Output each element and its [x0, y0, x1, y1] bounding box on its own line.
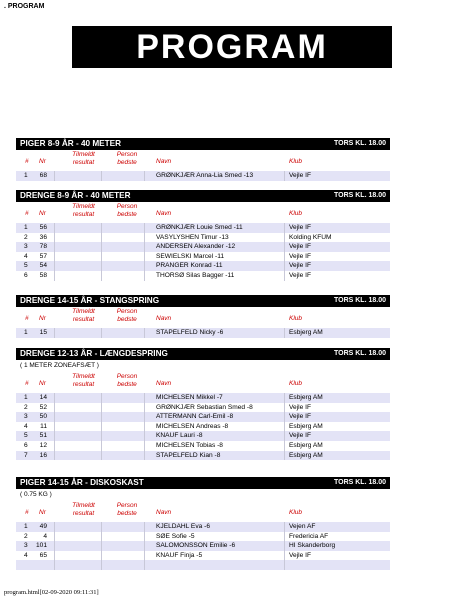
column-divider [101, 522, 102, 532]
column-divider [101, 551, 102, 561]
column-divider [54, 532, 55, 542]
row-nr: 68 [39, 172, 47, 179]
column-divider [284, 171, 285, 181]
row-nr: 15 [39, 329, 47, 336]
row-club: Vejle IF [289, 172, 311, 179]
column-divider [144, 171, 145, 181]
row-nr: 16 [39, 451, 47, 459]
column-divider [144, 328, 145, 338]
event-time: TORS KL. 18.00 [333, 140, 386, 147]
column-divider [101, 532, 102, 542]
column-divider [144, 441, 145, 451]
row-index: 2 [24, 532, 28, 540]
row-nr: 57 [39, 252, 47, 260]
row-index: 2 [24, 403, 28, 411]
row-name: MICHELSEN Andreas -8 [156, 422, 229, 430]
event-section [16, 190, 390, 281]
column-divider [284, 532, 285, 542]
column-divider [144, 422, 145, 432]
table-row [16, 431, 390, 441]
row-club: Vejle IF [289, 252, 311, 260]
column-divider [54, 422, 55, 432]
event-title: PIGER 8-9 ÅR - 40 METER TORS KL. 18.00 [16, 138, 390, 150]
row-club: Vejle IF [289, 432, 311, 440]
column-divider [101, 393, 102, 403]
column-divider [284, 422, 285, 432]
header-navn: Navn [156, 509, 172, 516]
row-nr: 4 [43, 532, 47, 540]
column-divider [144, 242, 145, 252]
column-divider [54, 441, 55, 451]
row-index: 2 [24, 233, 28, 241]
table-row [16, 271, 390, 281]
row-club: Esbjerg AM [289, 441, 323, 449]
header-person: Person bedste [116, 203, 138, 218]
column-divider [284, 252, 285, 262]
column-divider [54, 431, 55, 441]
row-name: STAPELFELD Nicky -6 [156, 329, 224, 336]
column-divider [101, 431, 102, 441]
table-row [16, 403, 390, 413]
row-name: MICHELSEN Mikkel -7 [156, 394, 223, 401]
row-club: HI Skanderborg [289, 542, 336, 550]
event-time: TORS KL. 18.00 [333, 192, 386, 199]
column-divider [284, 522, 285, 532]
row-name: KJELDAHL Eva -6 [156, 523, 210, 530]
row-index: 4 [24, 422, 28, 430]
row-name: KNAUF Finja -5 [156, 551, 203, 559]
header-index: # [25, 210, 29, 217]
row-name: GRØNKJÆR Louie Smed -11 [156, 224, 243, 231]
column-divider [101, 223, 102, 233]
header-nr: Nr [39, 509, 46, 516]
column-divider [54, 412, 55, 422]
column-divider [101, 171, 102, 181]
column-divider [284, 403, 285, 413]
header-navn: Navn [156, 210, 172, 217]
row-index: 1 [24, 224, 28, 231]
column-divider [54, 522, 55, 532]
header-navn: Navn [156, 380, 172, 387]
row-index: 1 [24, 394, 28, 401]
row-index: 5 [24, 432, 28, 440]
row-name: GRØNKJÆR Sebastian Smed -8 [156, 403, 253, 411]
row-nr: 14 [39, 394, 47, 401]
column-divider [144, 541, 145, 551]
row-nr: 78 [39, 243, 47, 251]
column-divider [284, 541, 285, 551]
row-club: Vejen AF [289, 523, 316, 530]
column-divider [101, 242, 102, 252]
row-club: Esbjerg AM [289, 451, 323, 459]
row-club: Vejle IF [289, 262, 311, 270]
column-divider [144, 431, 145, 441]
row-index: 1 [24, 523, 28, 530]
row-index: 5 [24, 262, 28, 270]
column-divider [144, 393, 145, 403]
row-index: 4 [24, 252, 28, 260]
row-index: 1 [24, 329, 28, 336]
column-divider [54, 252, 55, 262]
table-row [16, 541, 390, 551]
row-nr: 52 [39, 403, 47, 411]
row-club: Fredericia AF [289, 532, 329, 540]
header-person: Person bedste [116, 151, 138, 166]
column-divider [284, 551, 285, 561]
header-nr: Nr [39, 380, 46, 387]
row-club: Vejle IF [289, 403, 311, 411]
header-klub: Klub [289, 509, 303, 516]
row-nr: 50 [39, 413, 47, 421]
column-headers [16, 150, 390, 171]
row-name: VASYLYSHEN Timur -13 [156, 233, 229, 241]
table-row [16, 451, 390, 461]
table-row [16, 422, 390, 432]
column-headers [16, 501, 390, 522]
header-nr: Nr [39, 315, 46, 322]
row-index: 7 [24, 451, 28, 459]
table-row [16, 441, 390, 451]
event-section [16, 295, 390, 338]
row-name: SØE Sofie -5 [156, 532, 195, 540]
table-row [16, 532, 390, 542]
column-headers [16, 307, 390, 328]
header-klub: Klub [289, 315, 303, 322]
row-club: Vejle IF [289, 224, 311, 231]
header-tilmeldt: Tilmeldt resultat [72, 203, 95, 218]
table-row [16, 171, 390, 181]
row-name: SALOMONSSON Emilie -6 [156, 542, 236, 550]
column-divider [284, 441, 285, 451]
row-name: SEWIELSKI Marcel -11 [156, 252, 225, 260]
column-divider [54, 560, 55, 570]
header-nr: Nr [39, 210, 46, 217]
column-divider [144, 451, 145, 461]
row-index: 3 [24, 243, 28, 251]
row-name: PRANGER Konrad -11 [156, 262, 223, 270]
header-navn: Navn [156, 315, 172, 322]
row-name: MICHELSEN Tobias -8 [156, 441, 223, 449]
column-divider [284, 431, 285, 441]
row-index: 3 [24, 413, 28, 421]
column-divider [101, 252, 102, 262]
row-nr: 11 [40, 422, 47, 430]
column-divider [101, 560, 102, 570]
event-title: DRENGE 8-9 ÅR - 40 METER TORS KL. 18.00 [16, 190, 390, 202]
row-nr: 56 [39, 224, 47, 231]
column-divider [54, 403, 55, 413]
column-divider [144, 560, 145, 570]
column-divider [284, 223, 285, 233]
column-divider [54, 393, 55, 403]
header-nr: Nr [39, 158, 46, 165]
row-nr: 49 [39, 523, 47, 530]
header-klub: Klub [289, 380, 303, 387]
row-club: Kolding KFUM [289, 233, 332, 241]
column-divider [144, 261, 145, 271]
row-index: 6 [24, 441, 28, 449]
column-divider [284, 451, 285, 461]
table-row [16, 393, 390, 403]
header-tilmeldt: Tilmeldt resultat [72, 151, 95, 166]
column-divider [101, 403, 102, 413]
event-section [16, 138, 390, 181]
header-index: # [25, 158, 29, 165]
row-nr: 101 [35, 542, 47, 550]
header-person: Person bedste [116, 502, 138, 517]
column-divider [284, 242, 285, 252]
column-divider [54, 223, 55, 233]
column-divider [144, 223, 145, 233]
event-section [16, 348, 390, 460]
column-divider [284, 560, 285, 570]
program-banner: PROGRAM [72, 26, 392, 68]
column-divider [101, 412, 102, 422]
event-time: TORS KL. 18.00 [333, 479, 386, 486]
row-nr: 65 [39, 551, 47, 559]
column-divider [54, 261, 55, 271]
header-tilmeldt: Tilmeldt resultat [72, 373, 95, 388]
column-divider [101, 541, 102, 551]
column-divider [144, 233, 145, 243]
row-name: STAPELFELD Kian -8 [156, 451, 221, 459]
column-divider [284, 261, 285, 271]
column-divider [54, 551, 55, 561]
column-divider [144, 522, 145, 532]
table-row [16, 252, 390, 262]
column-divider [284, 233, 285, 243]
column-divider [101, 261, 102, 271]
header-tilmeldt: Tilmeldt resultat [72, 502, 95, 517]
row-index: 1 [24, 172, 28, 179]
column-divider [144, 532, 145, 542]
row-nr: 58 [39, 271, 47, 279]
table-row [16, 560, 390, 570]
column-headers [16, 372, 390, 393]
column-divider [54, 233, 55, 243]
event-title: PIGER 14-15 ÅR - DISKOSKAST TORS KL. 18.00 [16, 477, 390, 489]
column-divider [101, 233, 102, 243]
header-person: Person bedste [116, 308, 138, 323]
header-index: # [25, 380, 29, 387]
column-divider [284, 271, 285, 281]
column-divider [54, 451, 55, 461]
row-club: Vejle IF [289, 271, 311, 279]
row-club: Esbjerg AM [289, 422, 323, 430]
column-divider [144, 551, 145, 561]
event-section [16, 477, 390, 570]
header-klub: Klub [289, 158, 303, 165]
row-nr: 54 [39, 262, 47, 270]
column-divider [144, 271, 145, 281]
row-club: Vejle IF [289, 243, 311, 251]
table-row [16, 223, 390, 233]
column-divider [101, 271, 102, 281]
column-headers [16, 202, 390, 223]
column-divider [284, 412, 285, 422]
row-nr: 51 [39, 432, 47, 440]
event-time: TORS KL. 18.00 [333, 297, 386, 304]
row-nr: 12 [39, 441, 47, 449]
row-index: 3 [24, 542, 28, 550]
event-time: TORS KL. 18.00 [333, 350, 386, 357]
row-club: Vejle IF [289, 413, 311, 421]
table-row [16, 261, 390, 271]
header-tilmeldt: Tilmeldt resultat [72, 308, 95, 323]
column-divider [54, 242, 55, 252]
header-person: Person bedste [116, 373, 138, 388]
table-row [16, 551, 390, 561]
table-row [16, 328, 390, 338]
column-divider [144, 412, 145, 422]
event-title: DRENGE 12-13 ÅR - LÆNGDESPRING TORS KL. 18.00 [16, 348, 390, 360]
column-divider [284, 328, 285, 338]
row-club: Esbjerg AM [289, 329, 323, 336]
header-index: # [25, 315, 29, 322]
page-header-label: . PROGRAM [4, 3, 45, 10]
header-navn: Navn [156, 158, 172, 165]
column-divider [54, 271, 55, 281]
column-divider [144, 403, 145, 413]
table-row [16, 412, 390, 422]
row-club: Vejle IF [289, 551, 311, 559]
table-row [16, 242, 390, 252]
page-footer: program.html[02-09-2020 09:11:31] [4, 589, 99, 596]
event-note: ( 0.75 KG ) [20, 491, 52, 498]
column-divider [144, 252, 145, 262]
header-klub: Klub [289, 210, 303, 217]
header-index: # [25, 509, 29, 516]
row-club: Esbjerg AM [289, 394, 323, 401]
row-name: GRØNKJÆR Anna-Lia Smed -13 [156, 172, 254, 179]
table-row [16, 522, 390, 532]
event-title: DRENGE 14-15 ÅR - STANGSPRING TORS KL. 18.00 [16, 295, 390, 307]
row-name: KNAUF Lauri -8 [156, 432, 203, 440]
column-divider [101, 441, 102, 451]
row-nr: 36 [39, 233, 47, 241]
table-row [16, 233, 390, 243]
column-divider [54, 541, 55, 551]
row-name: ANDERSEN Alexander -12 [156, 243, 236, 251]
row-index: 6 [24, 271, 28, 279]
column-divider [101, 328, 102, 338]
column-divider [101, 422, 102, 432]
column-divider [54, 328, 55, 338]
column-divider [101, 451, 102, 461]
column-divider [54, 171, 55, 181]
column-divider [284, 393, 285, 403]
row-name: THORSØ Silas Bagger -11 [156, 271, 235, 279]
event-note: ( 1 METER ZONEAFSÆT ) [20, 362, 99, 369]
row-name: ATTERMANN Carl-Emil -8 [156, 413, 234, 421]
row-index: 4 [24, 551, 28, 559]
